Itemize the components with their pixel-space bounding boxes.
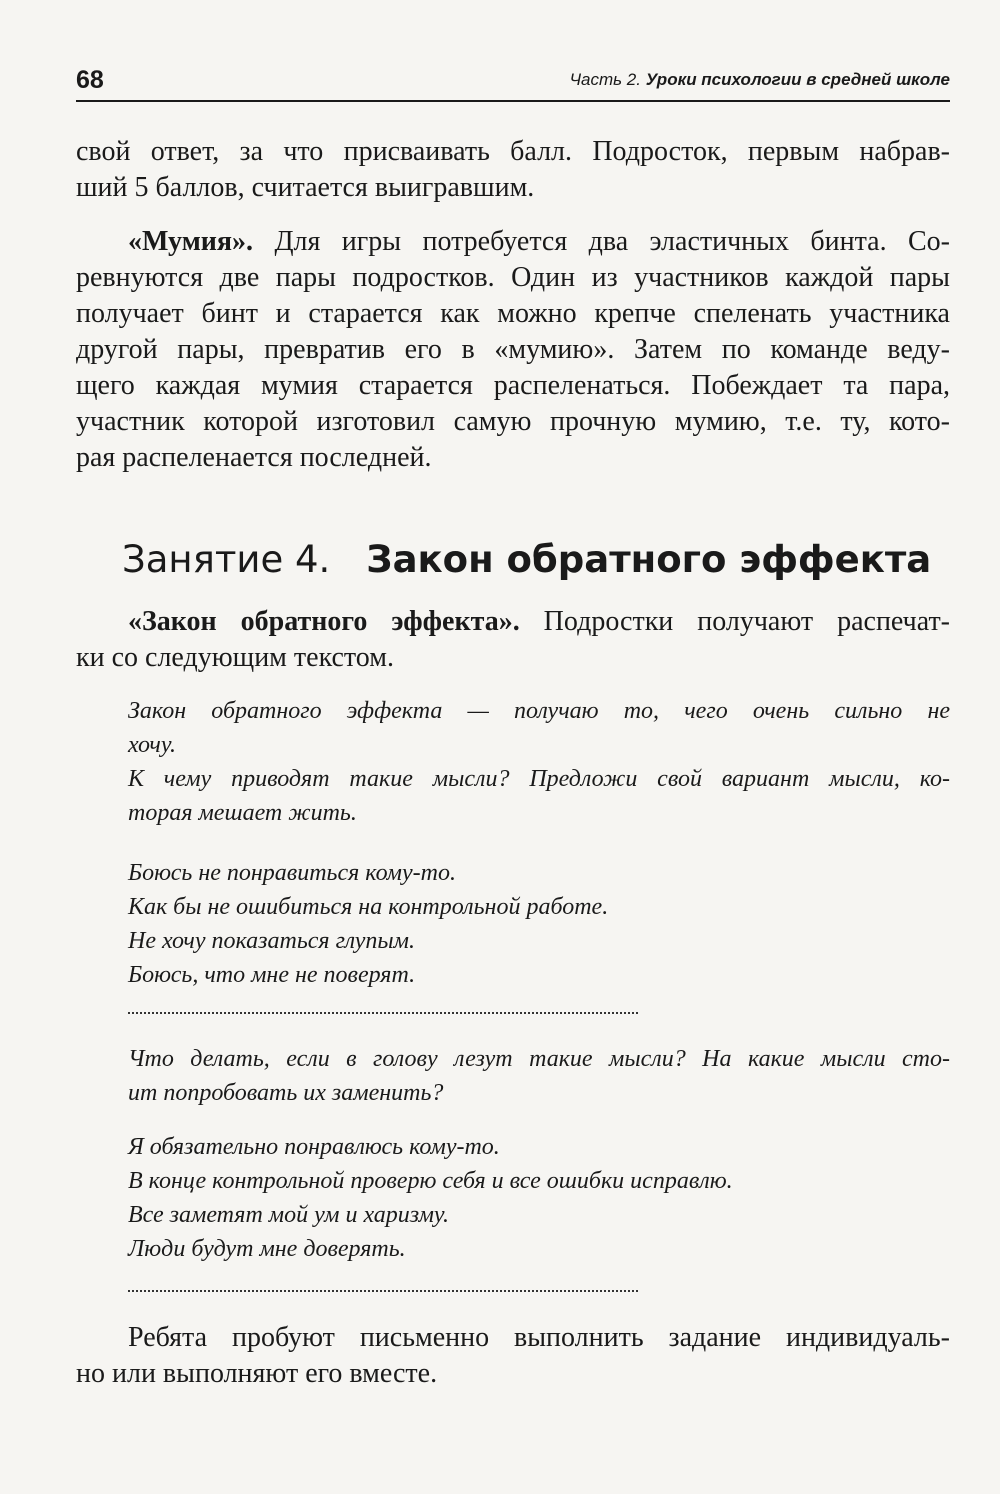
handout-line: хочу. [128, 732, 177, 758]
thought-item: В конце контрольной проверю себя и все ошибки исправлю. [128, 1168, 733, 1194]
negative-thoughts-list [128, 856, 950, 992]
page-header [76, 60, 950, 102]
thought-item: Все заметят мой ум и харизму. [128, 1202, 450, 1228]
game-title-mummy: «Мумия». [128, 226, 254, 257]
text-line: рая распеленается последней. [76, 442, 432, 473]
positive-thoughts-list [128, 1130, 950, 1266]
paragraph-mummy-game [76, 224, 950, 476]
handout-question [128, 1042, 950, 1110]
dotted-fill-line [128, 1290, 638, 1292]
paragraph-closing [76, 1320, 950, 1392]
text-line: другой пары, превратив его в «мумию». Затем по команде веду- [76, 334, 950, 365]
handout-line: торая мешает жить. [128, 800, 357, 826]
thought-item: Боюсь, что мне не поверят. [128, 962, 416, 988]
text-line: щего каждая мумия старается распеленаться. Побеждает та пара, [76, 370, 950, 401]
handout-line: Что делать, если в голову лезут такие мысли? На какие мысли сто- [128, 1046, 950, 1072]
text-line: ший 5 баллов, считается выигравшим. [76, 172, 535, 203]
text-line: участник которой изготовил самую прочную мумию, т.е. ту, кото- [76, 406, 950, 437]
section-heading [122, 538, 931, 582]
running-head-part: Часть 2. [569, 70, 641, 89]
text-line: Ребята пробуют письменно выполнить задание индивидуаль- [128, 1322, 950, 1353]
text-line: ки со следующим текстом. [76, 642, 394, 673]
text-line [76, 224, 950, 260]
paragraph-continuation [76, 134, 950, 206]
text-fragment: Подростки получают распечат- [543, 606, 951, 637]
text-line: ревнуются две пары подростков. Один из участников каждой пары [76, 262, 950, 293]
thought-item: Не хочу показаться глупым. [128, 928, 415, 954]
handout-line: Закон обратного эффекта — получаю то, чего очень сильно не [128, 698, 950, 724]
exercise-title: «Закон обратного эффекта». [128, 606, 520, 637]
page-number: 68 [76, 66, 104, 94]
text-line [76, 604, 950, 640]
handout-line: К чему приводят такие мысли? Предложи свой вариант мысли, ко- [128, 766, 950, 792]
running-head-title: Уроки психологии в средней школе [645, 70, 950, 89]
text-line: но или выполняют его вместе. [76, 1358, 438, 1389]
section-number: Занятие 4. [122, 538, 331, 581]
text-line: свой ответ, за что присваивать балл. Подросток, первым набрав- [76, 136, 950, 167]
text-fragment: Для игры потребуется два эластичных бинта. Со- [274, 226, 950, 257]
section-title: Закон обратного эффекта [366, 538, 932, 581]
thought-item: Как бы не ошибиться на контрольной работе. [128, 894, 609, 920]
dotted-fill-line [128, 1012, 638, 1014]
text-line: получает бинт и старается как можно крепче спеленать участника [76, 298, 950, 329]
handout-intro [128, 694, 950, 830]
thought-item: Люди будут мне доверять. [128, 1236, 406, 1262]
thought-item: Боюсь не понравиться кому-то. [128, 860, 456, 886]
paragraph-reverse-effect [76, 604, 950, 676]
running-head [570, 70, 950, 90]
thought-item: Я обязательно понравлюсь кому-то. [128, 1134, 500, 1160]
handout-line: ит попробовать их заменить? [128, 1080, 444, 1106]
